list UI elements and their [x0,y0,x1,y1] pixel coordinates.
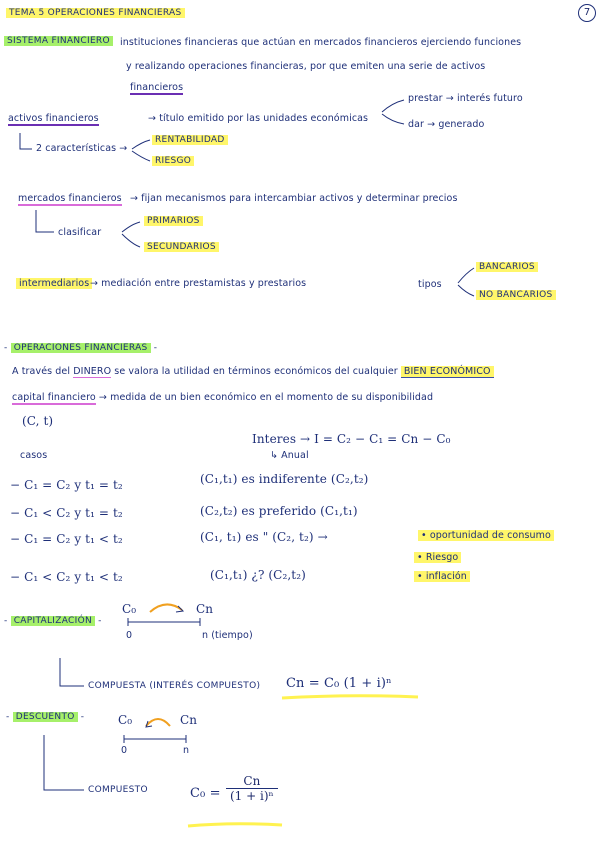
operaciones-anual: ↳ Anual [270,450,309,461]
intermediarios-tipos: tipos [418,279,442,290]
capitalizacion-formula: Cn = C₀ (1 + i)ⁿ [286,676,392,691]
case-1-cond: − C₁ = C₂ y t₁ = t₂ [10,478,123,492]
activos-caract: 2 características → [36,143,128,154]
descuento-compuesto: COMPUESTO [88,785,148,795]
reason-inflacion: • inflación [414,571,470,582]
descuento-zero: 0 [121,745,128,756]
sistema-title: SISTEMA FINANCIERO [4,36,113,46]
sistema-line3: financieros [130,82,184,93]
activos-def: → título emitido por las unidades económicas [148,113,369,124]
capitalizacion-compuesta: COMPUESTA (INTERÉS COMPUESTO) [88,681,261,691]
mercados-clasificar: clasificar [58,227,102,238]
activos-branch1: prestar → interés futuro [408,93,523,104]
operaciones-title: - OPERACIONES FINANCIERAS - [4,343,158,353]
reason-riesgo: • Riesgo [414,552,461,563]
capitalizacion-cn: Cn [196,602,214,616]
activos-title: activos financieros [8,113,99,124]
reason-oportunidad: • oportunidad de consumo [418,530,554,541]
mercados-primarios: PRIMARIOS [144,216,203,226]
case-2-result: (C₂,t₂) es preferido (C₁,t₁) [200,504,358,518]
capitalizacion-n: n (tiempo) [202,630,253,641]
operaciones-pair: (C, t) [22,414,54,428]
descuento-n: n [183,745,190,756]
case-1-result: (C₁,t₁) es indiferente (C₂,t₂) [200,472,369,486]
capitalizacion-title: - CAPITALIZACIÓN - [4,616,102,626]
case-3-result: (C₁, t₁) es " (C₂, t₂) → [200,530,328,544]
descuento-fraction [226,774,278,803]
descuento-cn: Cn [180,713,198,727]
mercados-secundarios: SECUNDARIOS [144,242,219,252]
operaciones-capital: capital financiero → medida de un bien económico en el momento de su disponibilidad [12,392,434,403]
activos-riesgo: RIESGO [152,156,194,166]
operaciones-interes: Interes → I = C₂ − C₁ = Cn − C₀ [252,432,451,446]
case-3-cond: − C₁ = C₂ y t₁ < t₂ [10,532,123,546]
capitalizacion-zero: 0 [126,630,133,641]
capitalizacion-c0: C₀ [122,602,137,616]
mercados-title: mercados financieros [18,193,122,204]
intermediarios-def: → mediación entre prestamistas y prestarios [90,278,307,289]
page-number: 7 [578,4,596,22]
operaciones-casos: casos [20,450,48,461]
case-4-result: (C₁,t₁) ¿? (C₂,t₂) [210,568,306,582]
mercados-def: → fijan mecanismos para intercambiar activos y determinar precios [130,193,458,204]
descuento-lhs: C₀ = [190,786,221,801]
case-2-cond: − C₁ < C₂ y t₁ = t₂ [10,506,123,520]
case-4-cond: − C₁ < C₂ y t₁ < t₂ [10,570,123,584]
activos-branch2: dar → generado [408,119,485,130]
descuento-numerator: Cn [226,774,278,789]
intermediarios-bancarios: BANCARIOS [476,262,538,272]
descuento-c0: C₀ [118,713,133,727]
sistema-line2: y realizando operaciones financieras, por que emiten una serie de activos [126,61,486,72]
descuento-denominator: (1 + i)ⁿ [230,789,274,803]
intermediarios-no-bancarios: NO BANCARIOS [476,290,556,300]
descuento-title: - DESCUENTO - [6,712,85,722]
operaciones-line1: A través del DINERO se valora la utilidad en términos económicos del cualquier BIEN ECONÓMICO [12,366,494,377]
activos-rentabilidad: RENTABILIDAD [152,135,228,145]
intermediarios-title: intermediarios [16,278,92,289]
sistema-line1: instituciones financieras que actúan en mercados financieros ejerciendo funciones [120,37,522,48]
tema-heading: TEMA 5 OPERACIONES FINANCIERAS [6,8,185,18]
